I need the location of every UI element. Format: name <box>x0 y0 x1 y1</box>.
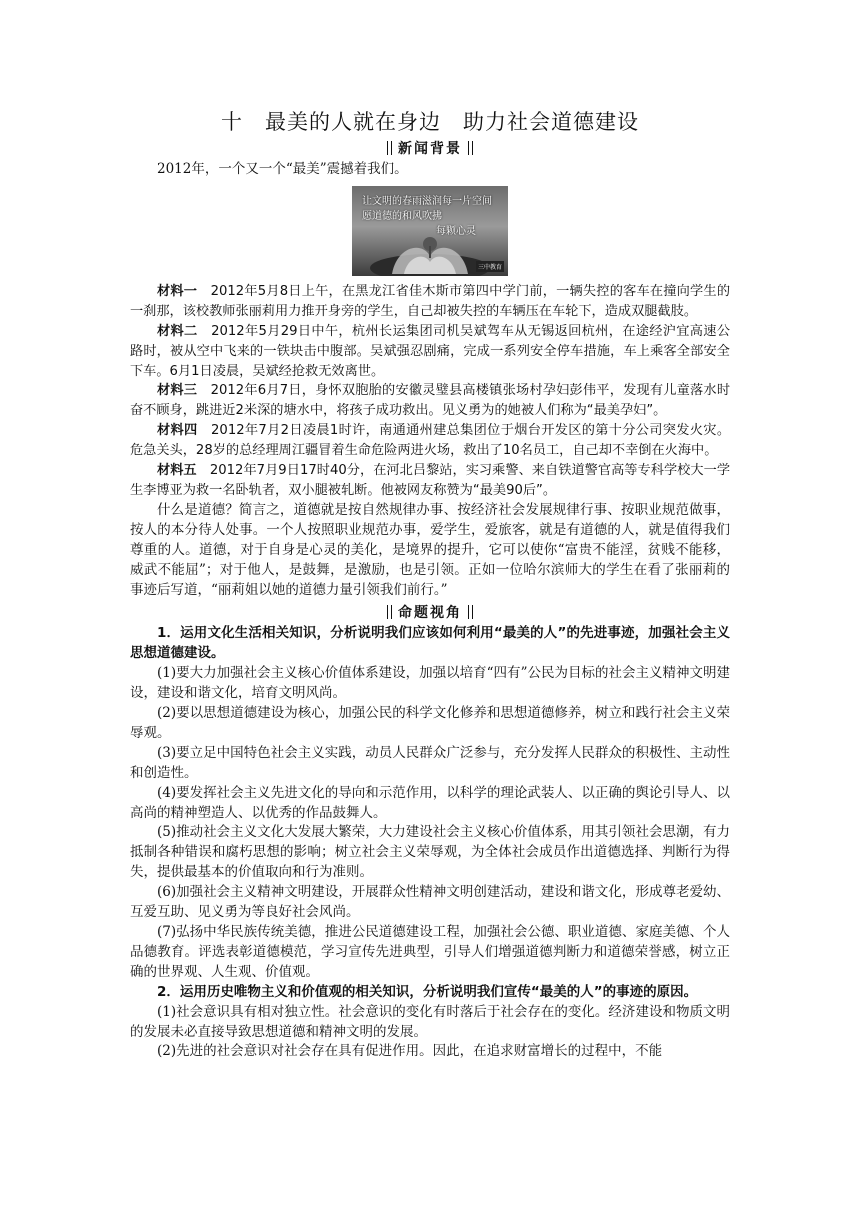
q2-point: (1)社会意识具有相对独立性。社会意识的变化有时落后于社会存在的变化。经济建设和物质文明的发展未必直接导致思想道德和精神文明的发展。 <box>130 1003 730 1040</box>
material-item: 材料五 2012年7月9日17时40分，在河北吕黎站，实习乘警、来自铁道警官高等专科学校大一学生李博亚为救一名卧轨者，双小腿被轧断。他被网友称赞为“最美90后”。 <box>130 463 731 498</box>
material-item: 材料一 2012年5月8日上午，在黑龙江省佳木斯市第四中学门前，一辆失控的客车在撞向学生的一刹那，该校教师张丽莉用力推开身旁的学生，自己却被失控的车辆压在车轮下，造成双腿截肢。 <box>130 283 731 319</box>
section-bar-right <box>468 141 473 155</box>
q1-point: (5)推动社会主义文化大发展大繁荣，大力建设社会主义核心价值体系，用其引领社会思潮，有力抵制各种错误和腐朽思想的影响；树立社会主义荣辱观，为全体社会成员作出道德选择、判断行为得失，提供最基本的价值取向和行为准则。 <box>130 824 730 881</box>
poster-caption-line3: 每颗心灵 <box>436 225 476 237</box>
q1-point: (2)要以思想道德建设为核心，加强公民的科学文化修养和思想道德修养，树立和践行社会主义荣辱观。 <box>130 705 730 741</box>
page-title: 十 最美的人就在身边 助力社会道德建设 <box>221 110 639 134</box>
section-bar-left <box>387 141 392 155</box>
morality-paragraph: 什么是道德？简言之，道德就是按自然规律办事、按经济社会发展规律行事、按职业规范做事，按人的本分待人处事。一个人按照职业规范办事，爱学生，爱旅客，就是有道德的人，就是值得我们尊重的人。道德，对于自身是心灵的美化，是境界的提升，它可以使你“富贵不能淫，贫贱不能移，威武不能屈”；对于他人，是鼓舞，是激励，也是引领。正如一位哈尔滨师大的学生在看了张丽莉的事迹后写道，“丽莉姐以她的道德力量引领我们前行。” <box>130 501 730 598</box>
q1-point: (1)要大力加强社会主义核心价值体系建设，加强以培育“四有”公民为目标的社会主义精神文明建设，建设和谐文化，培育文明风尚。 <box>130 665 730 702</box>
intro-paragraph: 2012年，一个又一个“最美”震撼着我们。 <box>157 161 408 177</box>
q1-point: (6)加强社会主义精神文明建设，开展群众性精神文明创建活动，建设和谐文化，形成尊老爱幼、互爱互助、见义勇为等良好社会风尚。 <box>130 884 730 921</box>
material-item: 材料四 2012年7月2日凌晨1时许，南通通州建总集团位于烟台开发区的第十分公司突发火灾。危急关头，28岁的总经理周江疆冒着生命危险两进火场，救出了10名员工，自己却不幸倒在火海中。 <box>130 423 731 459</box>
question-1: 1．运用文化生活相关知识，分析说明我们应该如何利用“最美的人”的先进事迹，加强社会主义思想道德建设。 <box>130 625 730 662</box>
section-title-news: 新闻背景 <box>398 141 462 157</box>
document-page <box>130 106 730 1062</box>
poster-caption-line1: 让文明的春雨滋润每一片空间 <box>362 195 492 207</box>
section-header-news <box>130 138 730 158</box>
material-item: 材料三 2012年6月7日，身怀双胞胎的安徽灵璧县高楼镇张场村孕妇彭伟平，发现有儿童落水时奋不顾身，跳进近2米深的塘水中，将孩子成功救出。见义勇为的她被人们称为“最美孕妇”。 <box>130 383 731 419</box>
section-bar-right <box>468 605 473 619</box>
poster-caption-line2: 愿道德的和风吹拂 <box>362 210 442 222</box>
q1-point: (7)弘扬中华民族传统美德，推进公民道德建设工程，加强社会公德、职业道德、家庭美德、个人品德教育。评选表彰道德模范，学习宣传先进典型，引导人们增强道德判断力和道德荣誉感，树立正确的世界观、人生观、价值观。 <box>130 924 730 980</box>
q1-point: (4)要发挥社会主义先进文化的导向和示范作用，以科学的理论武装人、以正确的舆论引导人、以高尚的精神塑造人、以优秀的作品鼓舞人。 <box>130 784 730 821</box>
section-bar-left <box>387 605 392 619</box>
section-header-view <box>130 602 730 622</box>
q2-point: (2)先进的社会意识对社会存在具有促进作用。因此，在追求财富增长的过程中，不能 <box>157 1043 663 1060</box>
question-2: 2．运用历史唯物主义和价值观的相关知识，分析说明我们宣传“最美的人”的事迹的原因。 <box>157 983 698 1000</box>
morality-poster-image <box>352 186 508 276</box>
poster-watermark: 三中教育 <box>476 261 504 272</box>
material-item: 材料二 2012年5月29日中午，杭州长运集团司机吴斌驾车从无锡返回杭州，在途经沪宜高速公路时，被从空中飞来的一铁块击中腹部。吴斌强忍剧痛，完成一系列安全停车措施，车上乘客全部安全下车。6月1日凌晨，吴斌经抢救无效离世。 <box>130 323 731 379</box>
materials-list <box>130 282 730 501</box>
q1-point: (3)要立足中国特色社会主义实践，动员人民群众广泛参与，充分发挥人民群众的积极性、主动性和创造性。 <box>130 744 730 781</box>
section-title-view: 命题视角 <box>398 605 462 622</box>
